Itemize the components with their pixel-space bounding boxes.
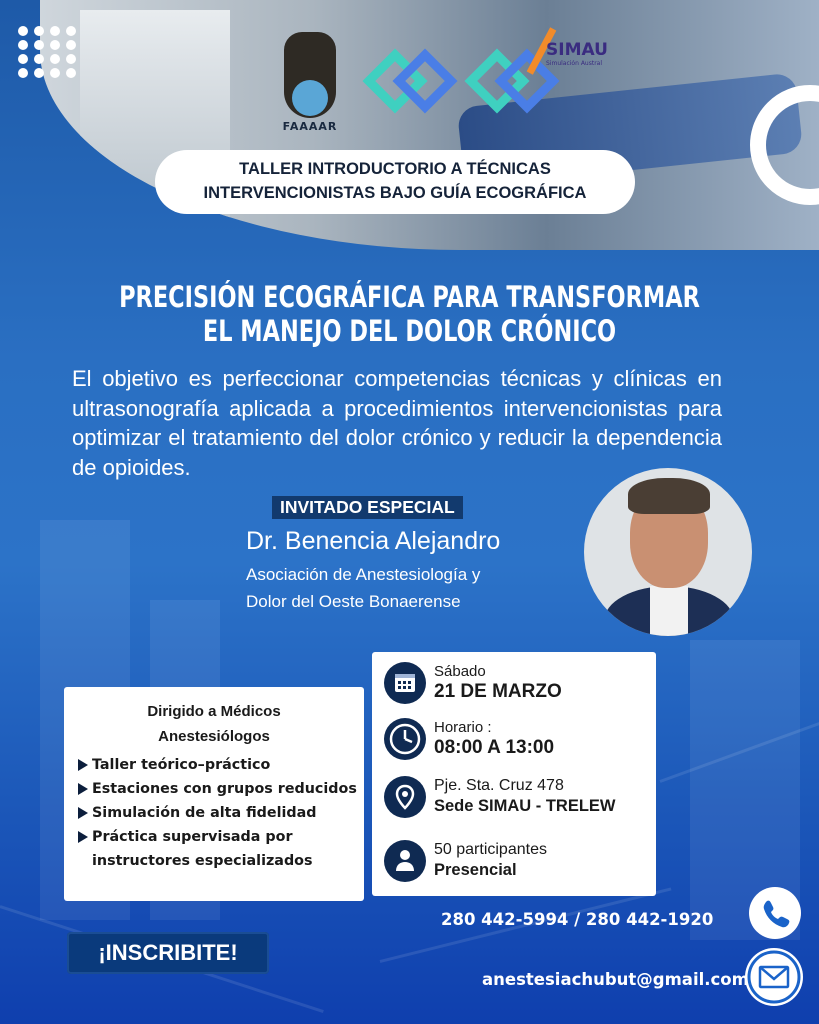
list-item: Taller teórico–práctico: [78, 753, 362, 777]
day-label: Sábado: [434, 663, 486, 680]
invited-tag: INVITADO ESPECIAL: [272, 496, 463, 519]
calendar-icon: [384, 662, 426, 704]
date-row: [384, 662, 562, 704]
attendance-mode: Presencial: [434, 861, 517, 879]
details-card: [372, 652, 656, 896]
event-title: [155, 150, 635, 214]
event-title-line1: TALLER INTRODUCTORIO A TÉCNICAS: [239, 160, 551, 179]
audience-card: [64, 687, 364, 901]
simau-tagline: Simulación Austral: [546, 60, 603, 67]
event-time: 08:00 A 13:00: [434, 737, 555, 758]
guest-portrait: [584, 468, 752, 636]
register-button[interactable]: ¡INSCRIBITE!: [67, 932, 269, 974]
simau-logo: [546, 40, 608, 67]
contact-email[interactable]: anestesiachubut@gmail.com: [482, 970, 749, 989]
headline-line1: PRECISIÓN ECOGRÁFICA PARA TRANSFORMAR: [119, 280, 700, 314]
venue: Sede SIMAU - TRELEW: [434, 797, 616, 815]
location-pin-icon: [384, 776, 426, 818]
objective-text: El objetivo es perfeccionar competencias técnicas y clínicas en ultrasonografía aplicada a procedimientos intervencionistas para optimizar el tratamiento del dolor crónico y reducir la dependencia de opioides.: [72, 366, 722, 480]
mail-icon[interactable]: [745, 948, 803, 1006]
list-item: Estaciones con grupos reducidos: [78, 777, 362, 801]
event-title-line2: INTERVENCIONISTAS BAJO GUÍA ECOGRÁFICA: [203, 184, 587, 202]
list-item: Simulación de alta fidelidad: [78, 801, 362, 825]
simau-name: SIMAU: [546, 40, 608, 60]
faaaar-logo-text: FAAAAR: [282, 120, 338, 133]
audience-heading-line1: Dirigido a Médicos: [147, 703, 281, 720]
list-item: Práctica supervisada por instructores especializados: [78, 825, 362, 873]
time-label: Horario :: [434, 719, 492, 736]
phone-icon[interactable]: [749, 887, 801, 939]
diamond-logo-left: [366, 36, 456, 128]
audience-heading-line2: Anestesiólogos: [158, 728, 270, 745]
dot-grid-decoration: [18, 26, 78, 78]
headline: [57, 280, 761, 348]
event-date: 21 DE MARZO: [434, 681, 562, 702]
location-row: [384, 776, 616, 818]
clock-icon: [384, 718, 426, 760]
headline-line2: EL MANEJO DEL DOLOR CRÓNICO: [202, 314, 617, 348]
guest-name: Dr. Benencia Alejandro: [246, 527, 501, 555]
person-icon: [384, 840, 426, 882]
capacity: 50 participantes: [434, 841, 547, 858]
audience-heading: [64, 699, 364, 749]
guest-association-line2: Dolor del Oeste Bonaerense: [246, 592, 461, 611]
time-row: [384, 718, 554, 760]
features-list: [78, 753, 362, 873]
guest-association: [246, 561, 480, 615]
guest-association-line1: Asociación de Anestesiología y: [246, 565, 481, 584]
capacity-row: [384, 840, 547, 882]
faaaar-logo: [270, 32, 350, 138]
phone-numbers[interactable]: 280 442-5994 / 280 442-1920: [441, 910, 714, 929]
address: Pje. Sta. Cruz 478: [434, 777, 564, 794]
